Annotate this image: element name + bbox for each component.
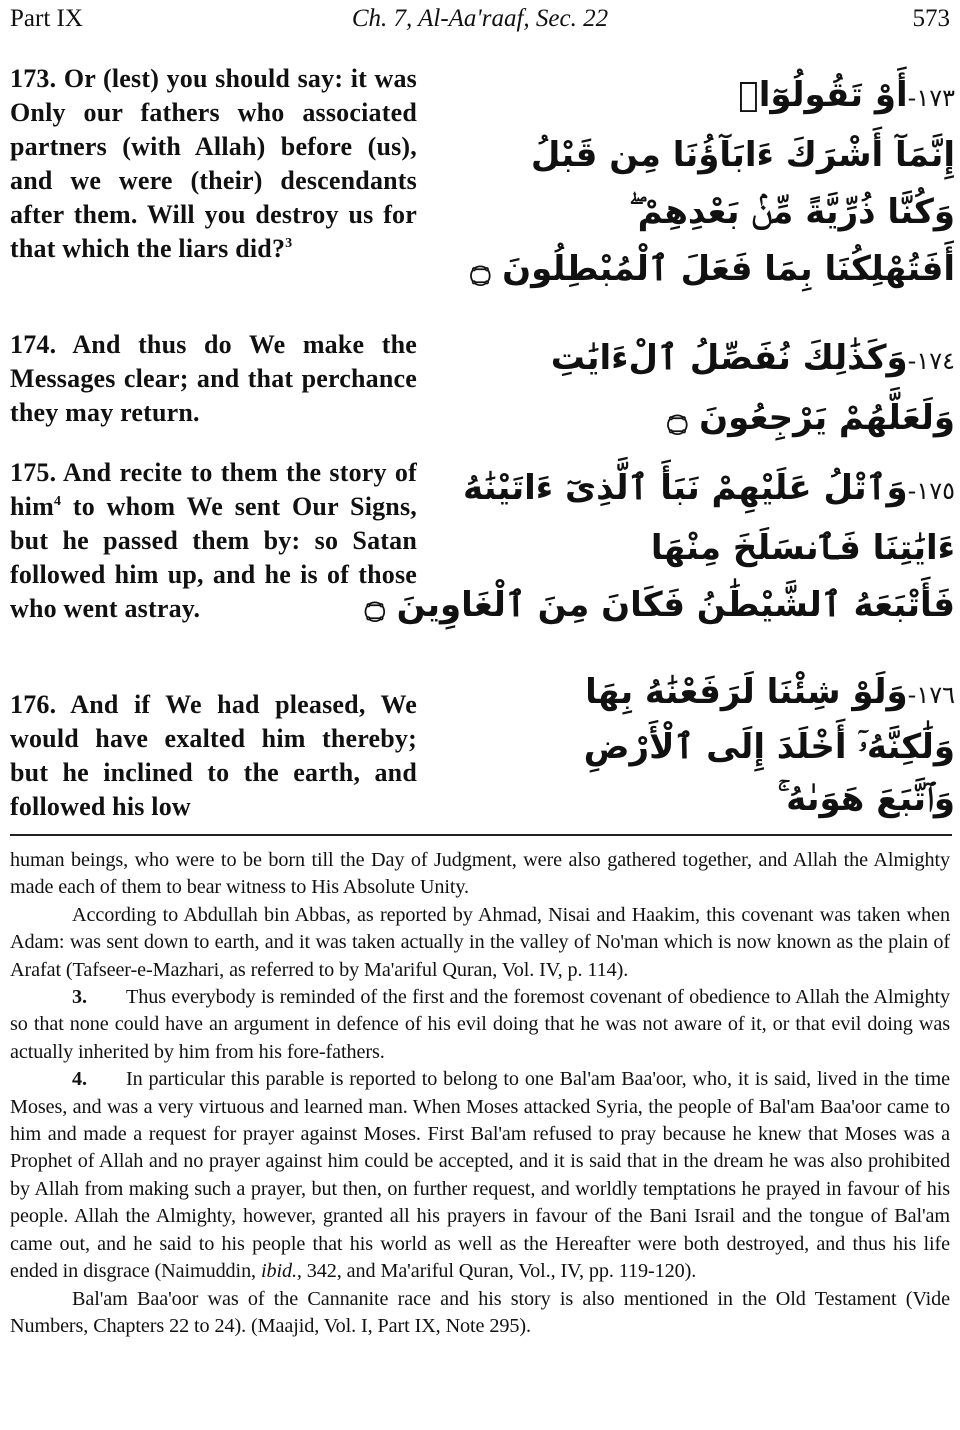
arabic-verse: ١٧٤-وَكَذَٰلِكَ نُفَصِّلُ ٱلْءَايَٰتِ وَلَعَلَّهُمْ يَرْجِعُونَ ۝ [550, 338, 955, 438]
footnote-number: 4. [72, 1068, 87, 1091]
footnote-ref: 4 [53, 494, 62, 509]
verse-translation: 176. And if We had pleased, We would have exalted him thereby; but he inclined to the earth, and followed his low [10, 690, 417, 821]
footnote-4: 4. In particular this parable is reported to belong to one Bal'am Baa'oor, who, it is said, lived in the time Moses, and was a very virtuous and learned man. When Moses attacked Syria, the people of Bal'am Baa'oor came to him and made a request for prayer against Moses. First Bal'am refused to pray because he knew that Moses was a Prophet of Allah and no prayer against him could be accepted, and it is said that in the dream he was also prohibited by Allah from making such a prayer, but then, on further request, and worldly temptations he prayed in favour of his people. Allah the Almighty, however, granted all his prayers in favour of the Bani Israil and the tongue of Bal'am came out, and he said to his people that his world as well as the Hereafter were both destroyed, and thus his life ended in disgrace (Naimuddin, ibid., 342, and Ma'ariful Quran, Vol., IV, pp. 119-120). [10, 1068, 950, 1283]
footnote-number: 3. [72, 986, 87, 1009]
verse-translation: 173. Or (lest) you should say: it was Only our fathers who associated partners (with Allah) before (us), and we were (their) descendants after them. Will you destroy us for that which the liars did?$^3$ [10, 64, 417, 263]
footnote-continuation: human beings, who were to be born till the Day of Judgment, were also gathered together, and Allah the Almighty made each of them to bear witness to His Absolute Unity. [10, 849, 950, 899]
part-label: Part IX [10, 5, 83, 32]
footnote-3: 3. Thus everybody is reminded of the first and the foremost covenant of obedience to Allah the Almighty so that none could have an argument in defence of his evil doing that he was not aware of it, or that evil doing was actually inherited by him from his fore-fathers. [10, 986, 950, 1063]
footnote-divider [10, 834, 952, 836]
arabic-verse: ١٧٦-وَلَوْ شِئْنَا لَرَفَعْنَٰهُ بِهَا وَلَٰكِنَّهُۥٓ أَخْلَدَ إِلَى ٱلْأَرْضِ وَٱتَّبَعَ هَوَىٰهُ ۚ [583, 672, 955, 819]
arabic-verse-number: ١٧٣- [907, 84, 955, 112]
footnote-ref: 3 [285, 236, 293, 251]
arabic-verse-number: ١٧٤- [907, 347, 955, 375]
footnotes [10, 847, 950, 1340]
running-header [10, 2, 950, 36]
verse-translation: 174. And thus do We make the Messages clear; and that perchance they may return. [10, 330, 417, 427]
arabic-verse-number: ١٧٥- [907, 477, 955, 505]
footnote-paragraph: According to Abdullah bin Abbas, as reported by Ahmad, Nisai and Haakim, this covenant was taken when Adam: was sent down to earth, and it was taken actually in the valley of No'man which is now known as the plain of Arafat (Tafseer-e-Mazhari, as referred to by Ma'ariful Quran, Vol. IV, p. 114). [10, 903, 950, 981]
arabic-verse-number: ١٧٦- [907, 681, 955, 709]
arabic-verse: ١٧٣-أَوْ تَقُولُوٓا۟ إِنَّمَآ أَشْرَكَ ءَابَآؤُنَا مِن قَبْلُ وَكُنَّا ذُرِّيَّةً مِّنۢ بَعْدِهِمْ ۖ أَفَتُهْلِكُنَا بِمَا فَعَلَ ٱلْمُبْطِلُونَ ۝ [470, 75, 955, 289]
arabic-verse: ١٧٥-وَٱتْلُ عَلَيْهِمْ نَبَأَ ٱلَّذِىٓ ءَاتَيْنَٰهُ ءَايَٰتِنَا فَٱنسَلَخَ مِنْهَا فَأَتْبَعَهُ ٱلشَّيْطَٰنُ فَكَانَ مِنَ ٱلْغَاوِينَ ۝ [364, 468, 955, 625]
chapter-title: Ch. 7, Al-Aa'raaf, Sec. 22 [351, 5, 609, 32]
page-number: 573 [912, 5, 950, 32]
verse-translation: 175. And recite to them the story of him$^4$ to whom We sent Our Signs, but he passed them by: so Satan followed him up, and he is of those who went astray. [10, 458, 417, 623]
footnote-paragraph: Bal'am Baa'oor was of the Cannanite race and his story is also mentioned in the Old Testament (Vide Numbers, Chapters 22 to 24). (Maajid, Vol. I, Part IX, Note 295). [10, 1287, 950, 1337]
